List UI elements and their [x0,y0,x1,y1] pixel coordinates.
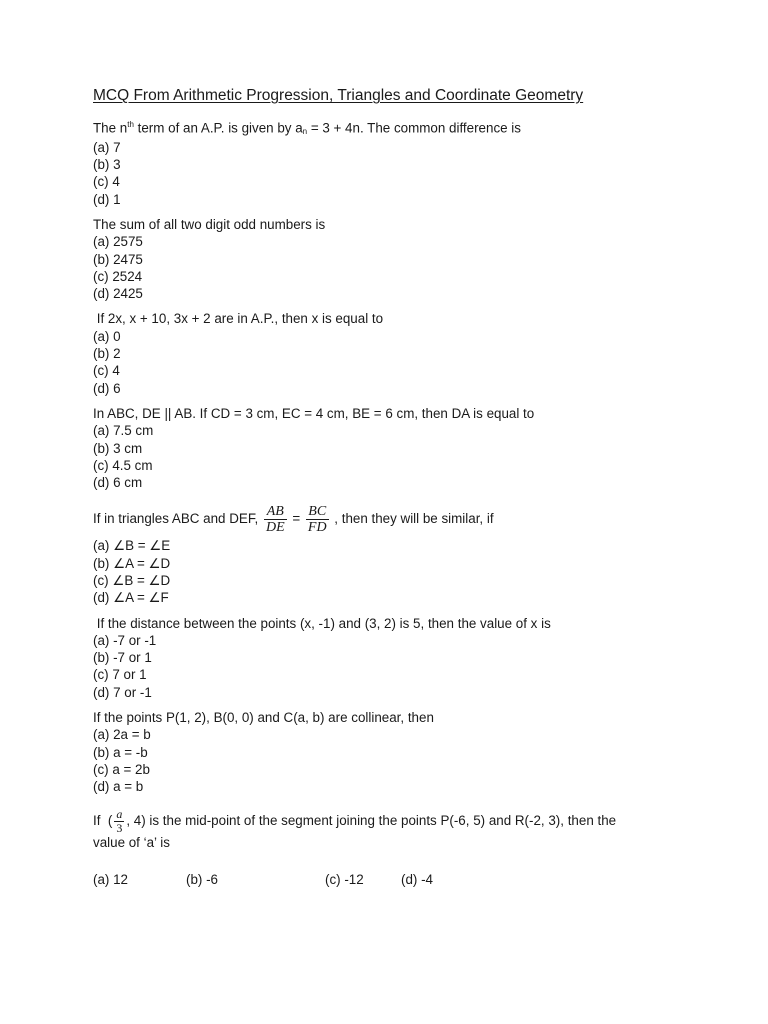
page-title: MCQ From Arithmetic Progression, Triangles and Coordinate Geometry [93,87,584,104]
option: (a) 2575 [93,234,143,250]
option: (d) -4 [401,871,433,887]
option: (a) ∠B = ∠E [93,538,171,554]
fraction-bc-fd [306,504,329,535]
question-8-text [93,804,693,838]
question-7-text: If the points P(1, 2), B(0, 0) and C(a, b) are collinear, then [93,710,434,726]
option: (d) 6 cm [93,475,143,491]
question-2-text: The sum of all two digit odd numbers is [93,216,326,232]
question-5 [93,501,693,606]
fraction-numerator: AB [264,504,287,520]
option: (d) 7 or -1 [93,684,152,700]
option: (a) 2a = b [93,727,151,743]
option: (a) 0 [93,328,121,344]
fraction-denominator: 3 [116,820,123,835]
equals-sign: = [288,511,304,527]
option: (b) 2475 [93,251,143,267]
question-2 [93,216,693,302]
question-1-text-part: The n [93,120,128,136]
fraction-numerator: BC [306,504,329,520]
question-8-text-part: , 4) is the mid-point of the segment joining the points P(-6, 5) and R(-2, 3), then the [126,812,617,828]
question-1-text-part: = 3 + 4n. The common difference is [307,120,521,136]
option: (a) 12 [93,871,128,887]
option: (c) ∠B = ∠D [93,573,171,588]
question-5-text-part: If in triangles ABC and DEF, [93,511,262,527]
option: (d) 1 [93,191,121,207]
option: (c) -12 [325,871,364,887]
option: (c) 4.5 cm [93,457,153,473]
option: (c) 4 [93,363,120,379]
question-8 [93,804,693,888]
option: (c) 2524 [93,268,143,284]
option: (d) ∠A = ∠F [93,590,169,606]
option: (b) ∠A = ∠D [93,555,171,571]
question-7 [93,709,693,795]
option: (b) -6 [186,871,218,887]
question-6-text: If the distance between the points (x, -1) and (3, 2) is 5, then the value of x is [93,615,551,631]
option: (d) a = b [93,779,144,795]
option: (b) 2 [93,346,121,362]
fraction-denominator: DE [265,520,285,536]
question-4 [93,405,693,491]
option: (a) 7.5 cm [93,423,154,439]
option-row [93,871,693,888]
question-1-text-part: term of an A.P. is given by a [133,120,303,136]
question-3-text: If 2x, x + 10, 3x + 2 are in A.P., then x is equal to [93,311,384,327]
question-5-text [93,501,693,537]
option: (c) a = 2b [93,761,150,777]
option: (a) 7 [93,139,121,155]
fraction-denominator: FD [307,520,327,536]
fraction-numerator: a [116,806,123,821]
option: (a) -7 or -1 [93,632,157,648]
option: (b) 3 [93,157,121,173]
option: (d) 6 [93,380,121,396]
fraction-ab-de [264,504,287,535]
option: (b) a = -b [93,744,148,760]
question-3 [93,310,693,396]
superscript-th: th [127,120,134,129]
option: (b) -7 or 1 [93,650,152,666]
document-page [93,86,693,888]
option: (b) 3 cm [93,440,143,456]
question-5-text-part: , then they will be similar, if [330,511,494,527]
fraction-a-3 [114,808,124,835]
question-8-text-part: If ( [93,812,113,828]
option: (d) 2425 [93,286,143,302]
option: (c) 7 or 1 [93,667,147,683]
question-8-text-line-2: value of ‘a’ is [93,834,170,850]
question-6 [93,615,693,701]
question-1 [93,116,693,208]
option: (c) 4 [93,174,120,190]
question-1-text [93,116,693,139]
question-4-text: In ABC, DE || AB. If CD = 3 cm, EC = 4 cm, BE = 6 cm, then DA is equal to [93,405,535,421]
subscript-n: n [302,127,308,137]
